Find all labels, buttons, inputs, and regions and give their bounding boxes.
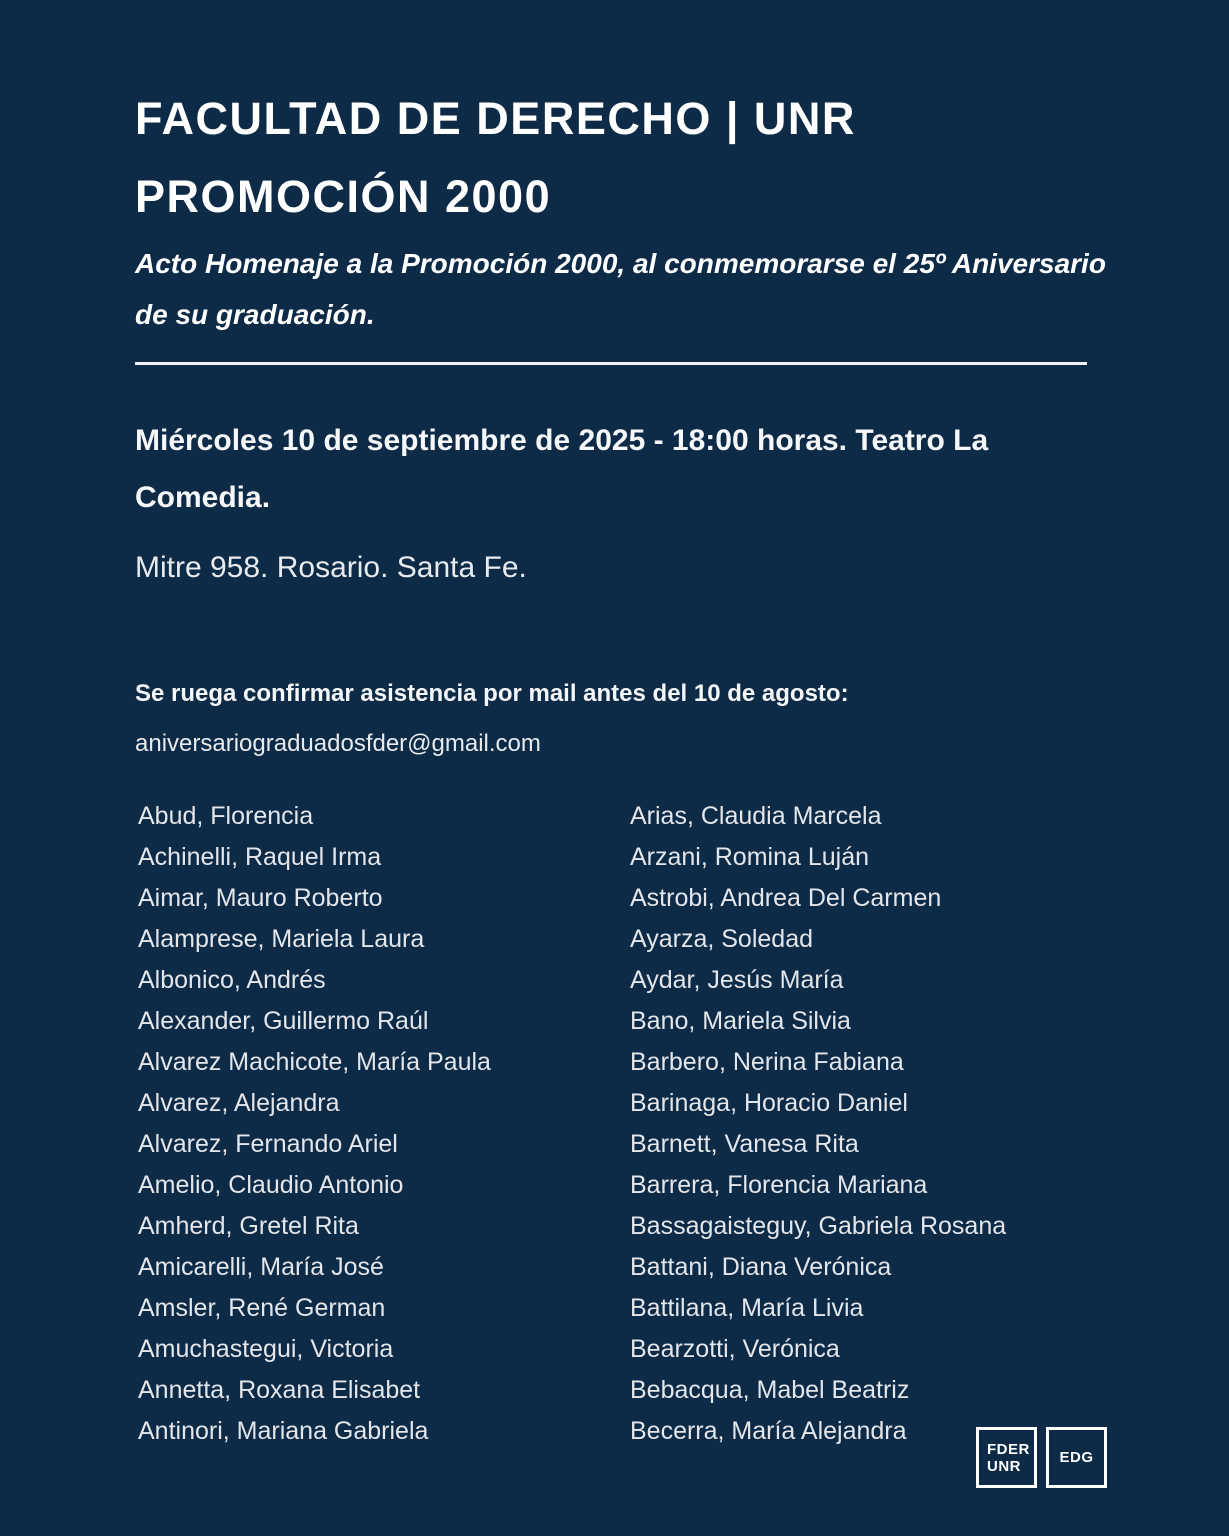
attendee-column-right	[630, 796, 1006, 1452]
fder-unr-logo-line-1: FDER	[987, 1440, 1030, 1458]
list-item: Achinelli, Raquel Irma	[138, 843, 382, 871]
list-item: Bebacqua, Mabel Beatriz	[630, 1376, 910, 1404]
page-title	[135, 80, 856, 236]
list-item: Amsler, René German	[138, 1294, 386, 1322]
list-item: Aimar, Mauro Roberto	[138, 884, 383, 912]
divider-rule	[135, 362, 1087, 365]
list-item: Alvarez, Fernando Ariel	[138, 1130, 398, 1158]
list-item: Annetta, Roxana Elisabet	[138, 1376, 421, 1404]
page-subtitle	[135, 238, 1106, 340]
list-item: Amelio, Claudio Antonio	[138, 1171, 404, 1199]
list-item: Amuchastegui, Victoria	[138, 1335, 394, 1363]
list-item: Amicarelli, María José	[138, 1253, 384, 1281]
subtitle-line-2: de su graduación.	[135, 299, 375, 330]
subtitle-line-1: Acto Homenaje a la Promoción 2000, al conmemorarse el 25º Aniversario	[135, 248, 1106, 279]
list-item: Aydar, Jesús María	[630, 966, 844, 994]
list-item: Bearzotti, Verónica	[630, 1335, 840, 1363]
rsvp-instruction: Se ruega confirmar asistencia por mail antes del 10 de agosto:	[135, 680, 849, 707]
list-item: Bano, Mariela Silvia	[630, 1007, 851, 1035]
event-address: Mitre 958. Rosario. Santa Fe.	[135, 551, 527, 584]
event-datetime	[135, 412, 988, 526]
list-item: Arzani, Romina Luján	[630, 843, 870, 871]
title-line-1: FACULTAD DE DERECHO | UNR	[135, 93, 856, 144]
list-item: Arias, Claudia Marcela	[630, 802, 882, 830]
list-item: Barnett, Vanesa Rita	[630, 1130, 859, 1158]
rsvp-email: aniversariograduadosfder@gmail.com	[135, 730, 541, 757]
list-item: Barrera, Florencia Mariana	[630, 1171, 928, 1199]
event-datetime-line-1: Miércoles 10 de septiembre de 2025 - 18:00 horas. Teatro La	[135, 424, 989, 457]
list-item: Antinori, Mariana Gabriela	[138, 1417, 429, 1445]
list-item: Alvarez, Alejandra	[138, 1089, 340, 1117]
fder-unr-logo	[976, 1427, 1037, 1488]
logo-group	[976, 1427, 1107, 1488]
list-item: Alvarez Machicote, María Paula	[138, 1048, 491, 1076]
list-item: Abud, Florencia	[138, 802, 314, 830]
edg-logo-label: EDG	[1059, 1449, 1094, 1466]
list-item: Becerra, María Alejandra	[630, 1417, 907, 1445]
list-item: Astrobi, Andrea Del Carmen	[630, 884, 942, 912]
list-item: Barbero, Nerina Fabiana	[630, 1048, 904, 1076]
list-item: Barinaga, Horacio Daniel	[630, 1089, 908, 1117]
list-item: Albonico, Andrés	[138, 966, 326, 994]
edg-logo	[1046, 1427, 1107, 1488]
fder-unr-logo-line-2: UNR	[987, 1457, 1021, 1475]
list-item: Battilana, María Livia	[630, 1294, 864, 1322]
list-item: Alamprese, Mariela Laura	[138, 925, 425, 953]
list-item: Alexander, Guillermo Raúl	[138, 1007, 429, 1035]
event-datetime-line-2: Comedia.	[135, 481, 271, 514]
list-item: Amherd, Gretel Rita	[138, 1212, 359, 1240]
list-item: Bassagaisteguy, Gabriela Rosana	[630, 1212, 1007, 1240]
attendee-column-left	[138, 796, 491, 1452]
list-item: Ayarza, Soledad	[630, 925, 813, 953]
title-line-2: PROMOCIÓN 2000	[135, 171, 552, 222]
list-item: Battani, Diana Verónica	[630, 1253, 892, 1281]
